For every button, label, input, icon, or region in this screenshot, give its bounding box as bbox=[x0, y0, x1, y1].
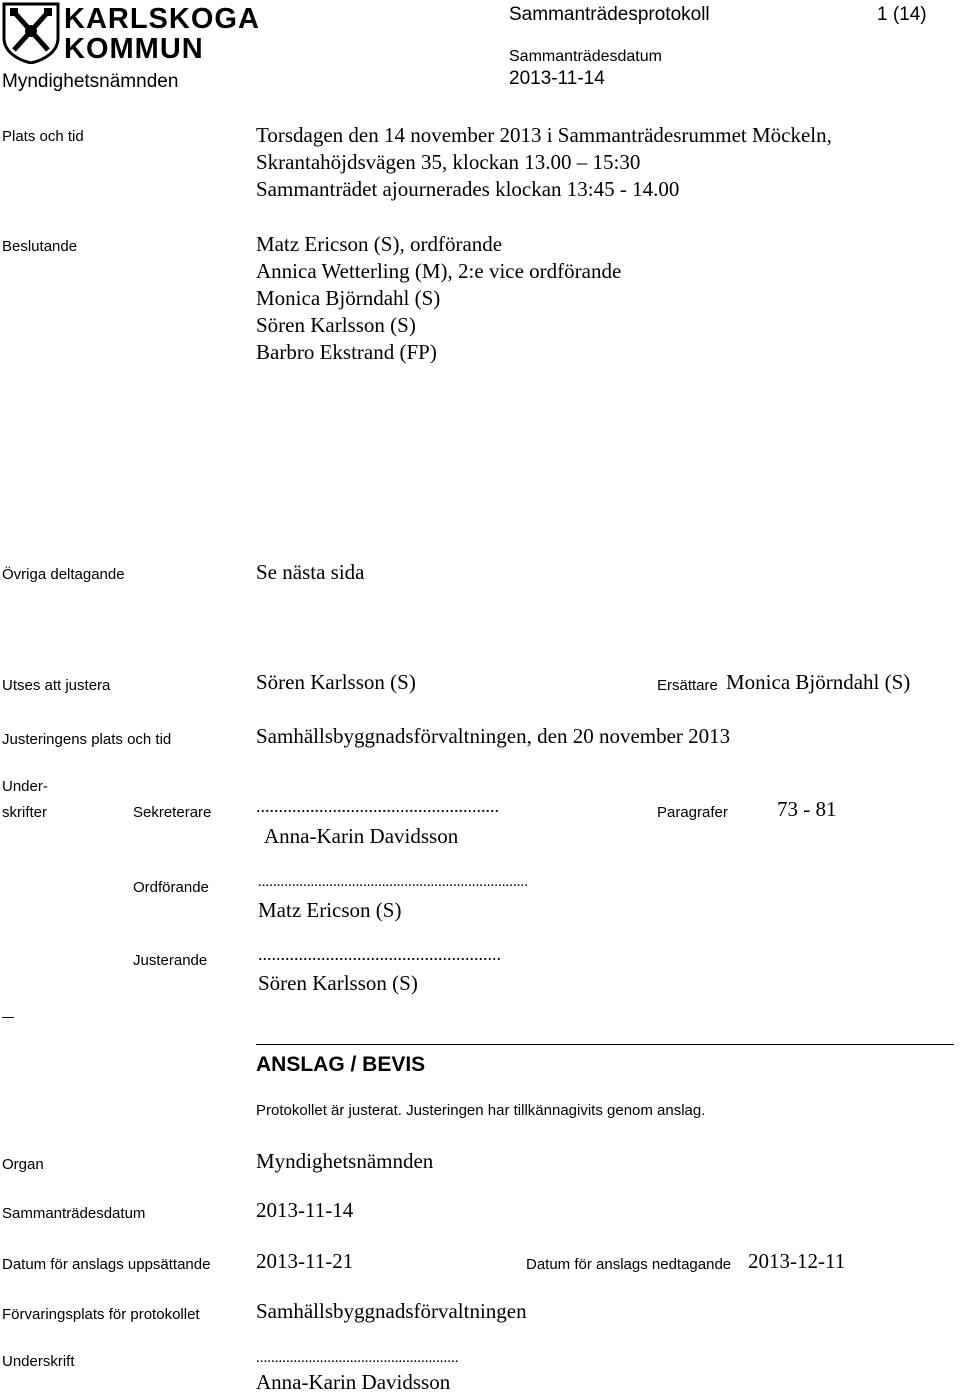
place-lines bbox=[256, 122, 832, 203]
notice-title: ANSLAG / BEVIS bbox=[256, 1053, 426, 1076]
secretary-name: Anna-Karin Davidsson bbox=[264, 824, 459, 848]
paragraphs-label: Paragrafer bbox=[657, 804, 728, 821]
removed-label: Datum för anslags nedtagande bbox=[526, 1256, 732, 1273]
secretary-signature-line: ...................................................... bbox=[256, 796, 499, 816]
header-date-label: Sammanträdesdatum bbox=[509, 48, 662, 65]
notice-date-label: Sammanträdesdatum bbox=[2, 1205, 146, 1222]
signature-name: Anna-Karin Davidsson bbox=[256, 1370, 451, 1394]
adjust-place-label: Justeringens plats och tid bbox=[2, 731, 172, 748]
notice-text: Protokollet är justerat. Justeringen har tillkännagivits genom anslag. bbox=[256, 1102, 706, 1119]
place-line: Torsdagen den 14 november 2013 i Sammanträdesrummet Möckeln, bbox=[256, 123, 832, 147]
place-line: Skrantahöjdsvägen 35, klockan 13.00 – 15:30 bbox=[256, 150, 641, 174]
section-divider bbox=[256, 1044, 954, 1045]
logo-line-1: KARLSKOGA bbox=[64, 3, 260, 35]
signatures-label-1: Under- bbox=[2, 778, 48, 795]
notice-date-value: 2013-11-14 bbox=[256, 1198, 354, 1222]
adjuster-label: Justerande bbox=[133, 952, 208, 969]
decision-members bbox=[256, 231, 621, 366]
substitute-label: Ersättare bbox=[657, 677, 718, 694]
coat-of-arms-icon bbox=[2, 2, 60, 64]
adjust-place-value: Samhällsbyggnadsförvaltningen, den 20 november 2013 bbox=[256, 724, 731, 748]
logo-line-2: KOMMUN bbox=[64, 33, 204, 65]
member-item: Sören Karlsson (S) bbox=[256, 313, 416, 337]
storage-value: Samhällsbyggnadsförvaltningen bbox=[256, 1299, 527, 1323]
adjuster-name: Sören Karlsson (S) bbox=[258, 971, 418, 995]
chair-signature-line: ........................................................................ bbox=[258, 874, 528, 890]
others-label: Övriga deltagande bbox=[2, 566, 125, 583]
place-label: Plats och tid bbox=[2, 128, 84, 145]
adjust-label: Utses att justera bbox=[2, 677, 111, 694]
divider-stub bbox=[2, 1017, 14, 1018]
secretary-label: Sekreterare bbox=[133, 804, 212, 821]
organ-label: Organ bbox=[2, 1156, 44, 1173]
logo-wordmark bbox=[64, 4, 260, 64]
member-item: Annica Wetterling (M), 2:e vice ordförande bbox=[256, 259, 622, 283]
chair-label: Ordförande bbox=[133, 879, 209, 896]
posted-value: 2013-11-21 bbox=[256, 1249, 354, 1273]
member-item: Matz Ericson (S), ordförande bbox=[256, 232, 503, 256]
signatures-label-2: skrifter bbox=[2, 804, 47, 821]
removed-value: 2013-12-11 bbox=[748, 1249, 846, 1273]
organ-value: Myndighetsnämnden bbox=[256, 1149, 434, 1173]
signature-line: ...................................................... bbox=[256, 1350, 459, 1366]
others-value: Se nästa sida bbox=[256, 560, 365, 584]
header-page-number: 1 (14) bbox=[877, 4, 927, 25]
header-org: Myndighetsnämnden bbox=[2, 71, 179, 92]
member-item: Barbro Ekstrand (FP) bbox=[256, 340, 437, 364]
decision-label: Beslutande bbox=[2, 238, 78, 255]
member-item: Monica Björndahl (S) bbox=[256, 286, 441, 310]
header-doc-type: Sammanträdesprotokoll bbox=[509, 4, 710, 25]
paragraphs-value: 73 - 81 bbox=[777, 797, 837, 821]
storage-label: Förvaringsplats för protokollet bbox=[2, 1306, 200, 1323]
substitute-value: Monica Björndahl (S) bbox=[726, 670, 911, 694]
adjust-value: Sören Karlsson (S) bbox=[256, 670, 416, 694]
chair-name: Matz Ericson (S) bbox=[258, 898, 402, 922]
signature-label: Underskrift bbox=[2, 1353, 75, 1370]
karlskoga-logo bbox=[2, 2, 260, 66]
adjuster-signature-line: ...................................................... bbox=[258, 944, 501, 964]
header-date-value: 2013-11-14 bbox=[509, 68, 605, 89]
posted-label: Datum för anslags uppsättande bbox=[2, 1256, 211, 1273]
place-line: Sammanträdet ajournerades klockan 13:45 - 14.00 bbox=[256, 177, 680, 201]
